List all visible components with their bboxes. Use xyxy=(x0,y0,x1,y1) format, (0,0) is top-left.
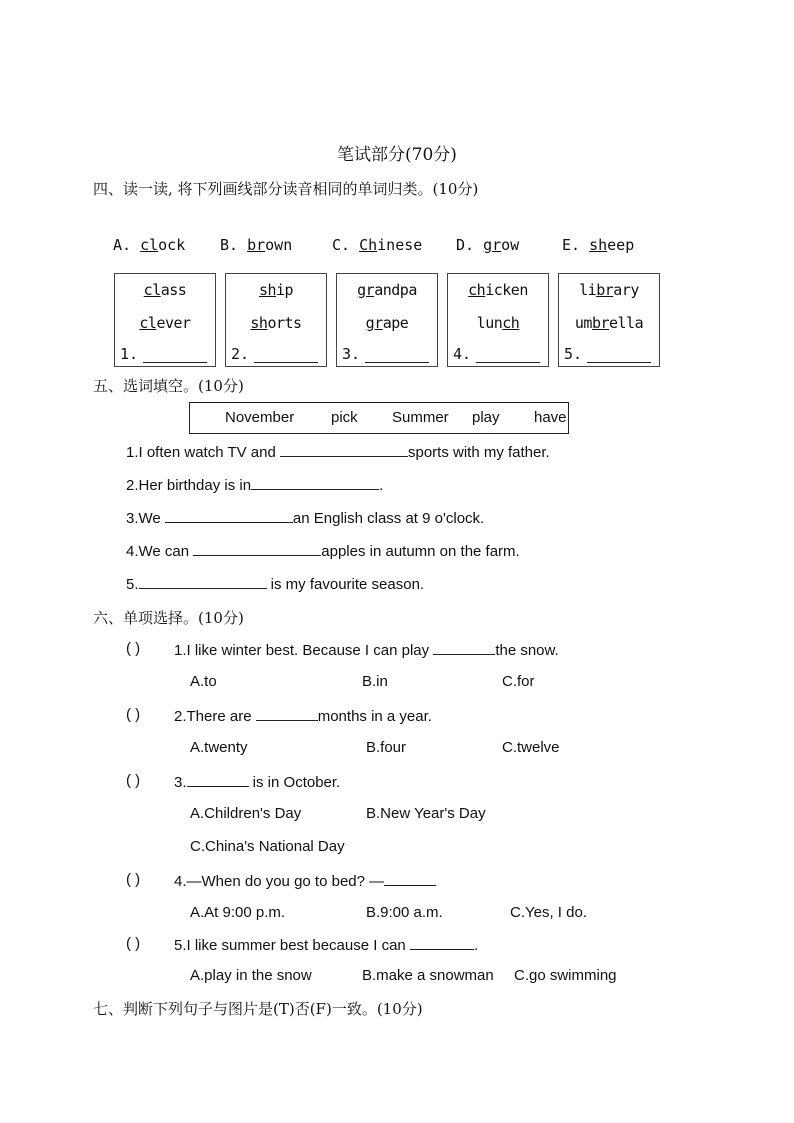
answer-blank[interactable] xyxy=(143,362,207,363)
word-bank-item: play xyxy=(472,409,500,426)
word: chicken xyxy=(468,281,528,299)
answer-number: 4. xyxy=(453,345,472,363)
q4-option-b: B.9:00 a.m. xyxy=(366,904,443,921)
word: grandpa xyxy=(357,281,417,299)
word: ship xyxy=(258,281,294,299)
q2-option-b: B.four xyxy=(366,739,407,756)
q1-option-a: A.to xyxy=(190,673,217,690)
word-bank-item: Summer xyxy=(392,409,449,426)
question-4: 4.—When do you go to bed? — xyxy=(174,871,436,890)
word-box-4 xyxy=(447,273,549,367)
answer-number: 1. xyxy=(120,345,139,363)
q4-option-a: A.At 9:00 p.m. xyxy=(190,904,286,921)
q1-option-b: B.in xyxy=(362,673,388,690)
word-bank-item: November xyxy=(225,409,295,426)
q5-option-b: B.make a snowman xyxy=(362,967,494,984)
q2-option-c: C.twelve xyxy=(502,739,560,756)
question-blank xyxy=(187,772,249,787)
q5-option-c: C.go swimming xyxy=(514,967,617,984)
section6-heading: 六、单项选择。(10分) xyxy=(93,609,244,627)
question-blank xyxy=(433,640,495,655)
option-d: D. grow xyxy=(456,236,520,254)
fill-blank[interactable] xyxy=(139,574,267,589)
option-b: B. brown xyxy=(220,236,293,254)
question-3: 3. is in October. xyxy=(174,774,341,791)
question-2: 2.There are months in a year. xyxy=(174,708,432,725)
section5-heading: 五、选词填空。(10分) xyxy=(93,377,244,395)
question-5: 5.I like summer best because I can . xyxy=(174,937,479,954)
fill-blank[interactable] xyxy=(193,541,321,556)
fill-blank[interactable] xyxy=(280,442,408,457)
fill-item-1: 1.I often watch TV and sports with my father. xyxy=(126,444,550,461)
option-e: E. sheep xyxy=(562,236,635,254)
answer-bracket[interactable]: ( ) xyxy=(126,935,141,952)
q3-option-a: A.Children's Day xyxy=(190,805,302,822)
word: lunch xyxy=(476,314,520,332)
word-box-3 xyxy=(336,273,438,367)
question-blank xyxy=(256,706,318,721)
word-bank xyxy=(189,402,569,434)
answer-blank[interactable] xyxy=(254,362,318,363)
question-1: 1.I like winter best. Because I can play the snow. xyxy=(174,642,559,659)
q3-option-c: C.China's National Day xyxy=(190,838,345,855)
word: clever xyxy=(139,314,191,332)
q1-option-c: C.for xyxy=(502,673,535,690)
answer-bracket[interactable]: ( ) xyxy=(126,871,141,888)
word: class xyxy=(143,281,187,299)
question-blank xyxy=(384,871,436,886)
answer-bracket[interactable]: ( ) xyxy=(126,640,141,657)
word-box-2 xyxy=(225,273,327,367)
option-c: C. Chinese xyxy=(332,236,423,254)
word-box-5 xyxy=(558,273,660,367)
answer-bracket[interactable]: ( ) xyxy=(126,772,141,789)
q3-option-b: B.New Year's Day xyxy=(366,805,486,822)
q2-option-a: A.twenty xyxy=(190,739,248,756)
fill-item-2: 2.Her birthday is in . xyxy=(126,477,384,494)
word: library xyxy=(579,281,639,299)
q5-option-a: A.play in the snow xyxy=(190,967,312,984)
question-blank xyxy=(410,935,474,950)
answer-blank[interactable] xyxy=(365,362,429,363)
option-a: A. clock xyxy=(113,236,186,254)
fill-item-4: 4.We can apples in autumn on the farm. xyxy=(126,543,520,560)
answer-blank[interactable] xyxy=(476,362,540,363)
answer-number: 3. xyxy=(342,345,361,363)
answer-number: 5. xyxy=(564,345,583,363)
fill-blank[interactable] xyxy=(165,508,293,523)
answer-blank[interactable] xyxy=(587,362,651,363)
fill-item-5: 5. is my favourite season. xyxy=(126,576,425,593)
section7-heading: 七、判断下列句子与图片是(T)否(F)一致。(10分) xyxy=(93,1000,423,1018)
fill-item-3: 3.We an English class at 9 o'clock. xyxy=(126,510,485,527)
word-bank-item: pick xyxy=(331,409,358,426)
fill-blank[interactable] xyxy=(251,475,379,490)
word: grape xyxy=(365,314,409,332)
answer-number: 2. xyxy=(231,345,250,363)
word-box-1 xyxy=(114,273,216,367)
page-title: 笔试部分(70分) xyxy=(337,145,457,165)
section4-heading: 四、读一读, 将下列画线部分读音相同的单词归类。(10分) xyxy=(93,180,479,198)
word: umbrella xyxy=(574,314,644,332)
q4-option-c: C.Yes, I do. xyxy=(510,904,587,921)
word: shorts xyxy=(250,314,302,332)
word-bank-item: have xyxy=(534,409,567,426)
answer-bracket[interactable]: ( ) xyxy=(126,706,141,723)
